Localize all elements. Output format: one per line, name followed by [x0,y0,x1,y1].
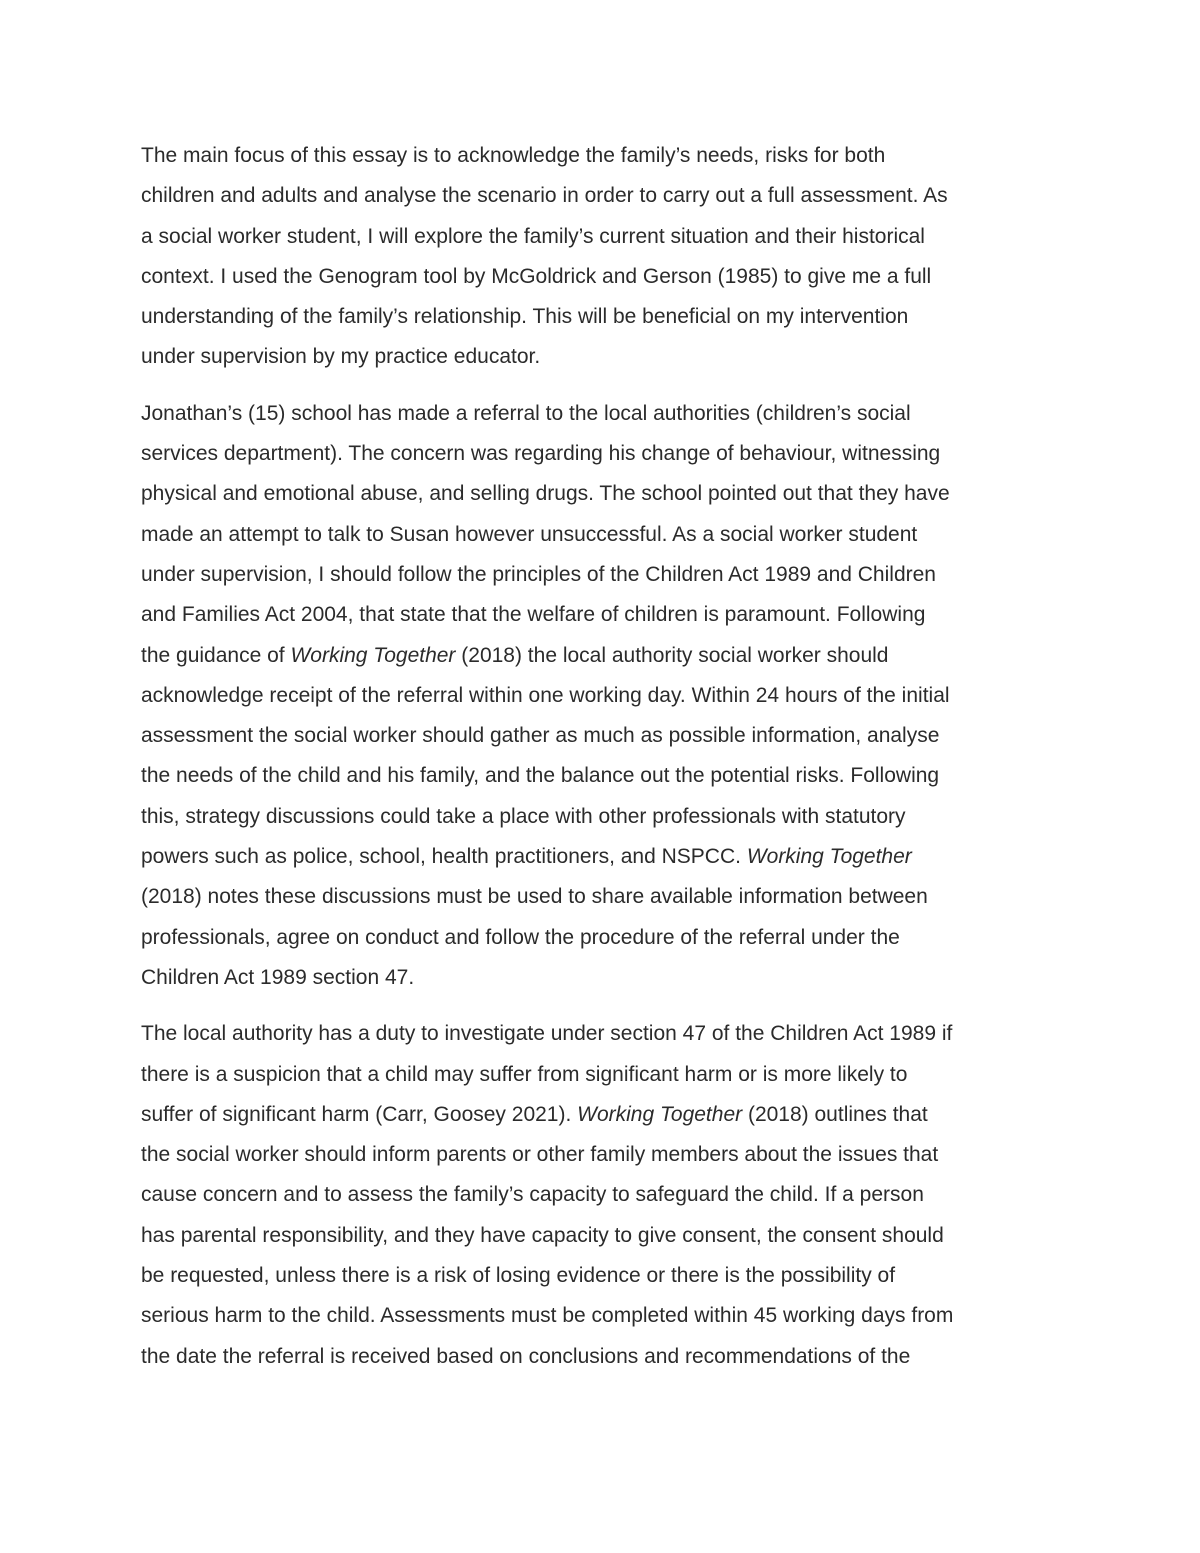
text-segment: professionals, agree on conduct and follow the procedure of the referral under the [141,925,900,949]
text-segment: the date the referral is received based on conclusions and recommendations of the [141,1344,911,1368]
text-segment: cause concern and to assess the family’s capacity to safeguard the child. If a person [141,1183,924,1207]
text-line [141,136,1081,176]
text-segment: the needs of the child and his family, and the balance out the potential risks. Following [141,764,940,788]
text-segment: assessment the social worker should gather as much as possible information, analyse [141,724,940,748]
text-segment: has parental responsibility, and they have capacity to give consent, the consent should [141,1223,944,1247]
text-line [141,877,1081,917]
text-line [141,1055,1081,1095]
text-line [141,217,1081,257]
text-line [141,1095,1081,1135]
text-segment: and Families Act 2004, that state that the welfare of children is paramount. Following [141,603,926,627]
text-segment: (2018) outlines that [742,1102,928,1126]
text-line [141,434,1081,474]
text-line [141,394,1081,434]
text-line [141,636,1081,676]
text-line [141,756,1081,796]
text-line [141,1337,1081,1377]
text-segment: serious harm to the child. Assessments must be completed within 45 working days from [141,1304,954,1328]
text-segment: physical and emotional abuse, and selling drugs. The school pointed out that they have [141,482,950,506]
text-line [141,297,1081,337]
italic-title-text: Working Together [290,643,456,667]
text-line [141,1175,1081,1215]
text-segment: powers such as police, school, health practitioners, and NSPCC. [141,845,747,869]
text-segment: there is a suspicion that a child may suffer from significant harm or is more likely to [141,1062,908,1086]
text-line [141,1256,1081,1296]
text-line [141,958,1081,998]
text-line [141,1014,1081,1054]
essay-paragraph-3 [141,1014,1081,1377]
text-segment: The local authority has a duty to investigate under section 47 of the Children Act 1989 if [141,1022,953,1046]
essay-body [141,136,1081,1393]
text-segment: Jonathan’s (15) school has made a referral to the local authorities (children’s social [141,401,911,425]
text-line [141,716,1081,756]
text-segment: under supervision by my practice educator. [141,345,541,369]
text-segment: under supervision, I should follow the principles of the Children Act 1989 and Children [141,562,936,586]
text-segment: (2018) the local authority social worker should [455,643,889,667]
text-segment: Children Act 1989 section 47. [141,965,415,989]
text-segment: understanding of the family’s relationship. This will be beneficial on my intervention [141,305,909,329]
text-line [141,257,1081,297]
text-segment: the guidance of [141,643,291,667]
text-line [141,797,1081,837]
text-segment: context. I used the Genogram tool by McGoldrick and Gerson (1985) to give me a full [141,264,932,288]
text-line [141,1135,1081,1175]
text-segment: The main focus of this essay is to acknowledge the family’s needs, risks for both [141,144,886,167]
text-line [141,474,1081,514]
text-line [141,676,1081,716]
text-line [141,918,1081,958]
text-segment: a social worker student, I will explore the family’s current situation and their historical [141,224,925,248]
text-line [141,555,1081,595]
text-segment: be requested, unless there is a risk of losing evidence or there is the possibility of [141,1264,896,1288]
text-line [141,1296,1081,1336]
text-line [141,595,1081,635]
essay-paragraph-1 [141,136,1081,378]
text-segment: services department). The concern was regarding his change of behaviour, witnessing [141,442,941,466]
text-line [141,176,1081,216]
text-segment: made an attempt to talk to Susan however unsuccessful. As a social worker student [141,522,918,546]
text-segment: acknowledge receipt of the referral within one working day. Within 24 hours of the initial [141,683,950,707]
text-segment: the social worker should inform parents or other family members about the issues that [141,1143,939,1167]
italic-title-text: Working Together [746,845,912,869]
essay-paragraph-2 [141,394,1081,998]
text-line [141,515,1081,555]
text-line [141,337,1081,377]
text-segment: children and adults and analyse the scenario in order to carry out a full assessment. As [141,184,948,208]
text-line [141,1216,1081,1256]
text-line [141,837,1081,877]
italic-title-text: Working Together [577,1102,743,1126]
text-segment: this, strategy discussions could take a place with other professionals with statutory [141,804,906,828]
text-segment: (2018) notes these discussions must be used to share available information between [141,885,928,909]
text-segment: suffer of significant harm (Carr, Goosey 2021). [141,1102,578,1126]
